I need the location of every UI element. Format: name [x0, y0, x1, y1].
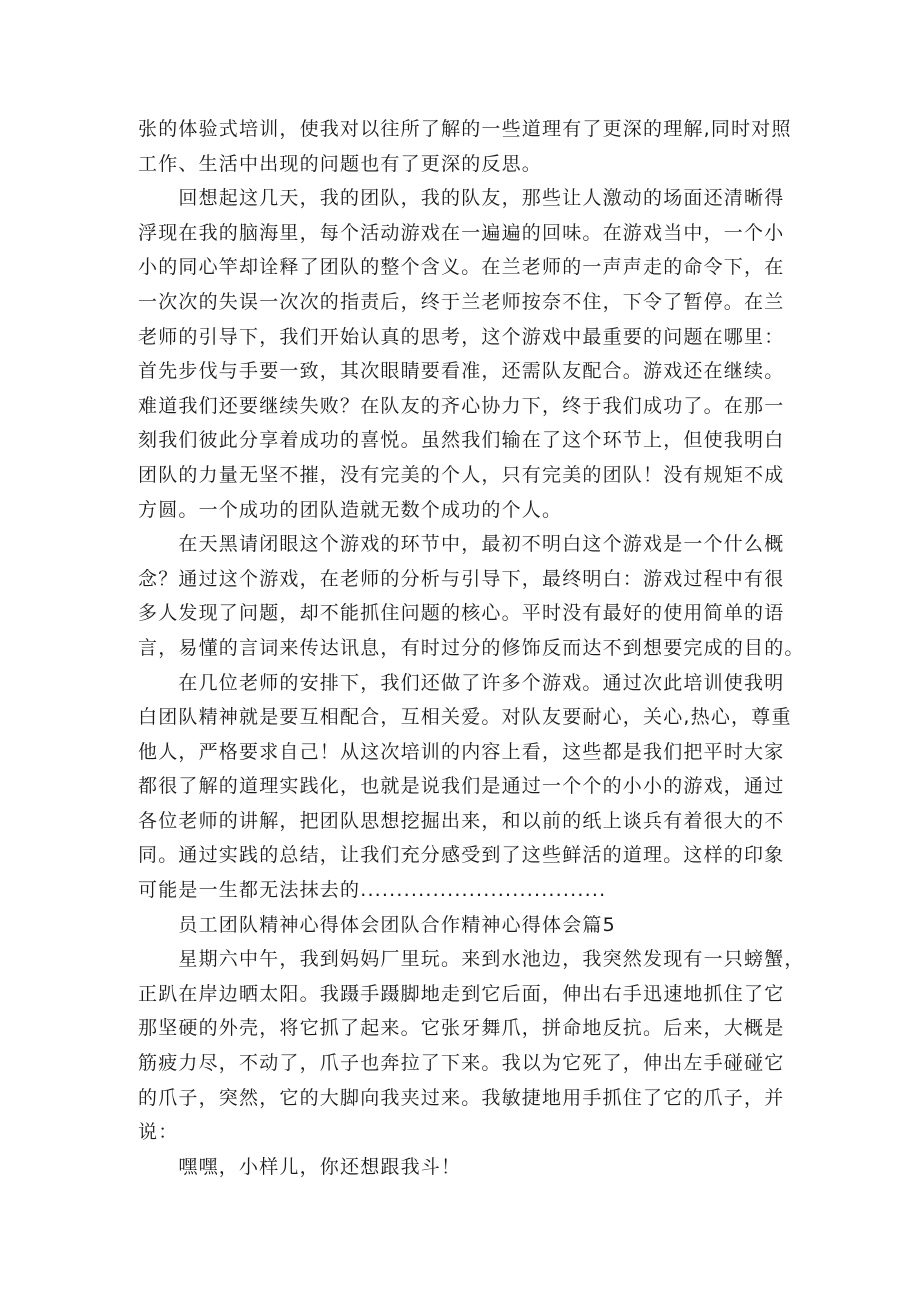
text-line: 多人发现了问题，却不能抓住问题的核心。平时没有最好的使用简单的语	[138, 602, 785, 625]
text-line: 都很了解的道理实践化，也就是说我们是通过一个个的小小的游戏，通过	[138, 775, 785, 798]
text-line: 回想起这几天，我的团队，我的队友，那些让人激动的场面还清晰得	[138, 187, 785, 210]
text-line: 小的同心竿却诠释了团队的整个含义。在兰老师的一声声走的命令下，在	[138, 256, 785, 279]
text-line: 的爪子，突然，它的大脚向我夹过来。我敏捷地用手抓住了它的爪子，并	[138, 1086, 785, 1109]
text-line: 方圆。一个成功的团队造就无数个成功的个人。	[138, 498, 563, 521]
text-line: 星期六中午，我到妈妈厂里玩。来到水池边，我突然发现有一只螃蟹，	[138, 948, 805, 971]
text-line: 老师的引导下，我们开始认真的思考，这个游戏中最重要的问题在哪里：	[138, 325, 785, 348]
text-line: 白团队精神就是要互相配合，互相关爱。对队友要耐心，关心,热心，尊重	[138, 706, 792, 729]
text-line: 首先步伐与手要一致，其次眼睛要看准，还需队友配合。游戏还在继续。	[138, 360, 785, 383]
text-line: 工作、生活中出现的问题也有了更深的反思。	[138, 152, 543, 175]
document-body	[138, 112, 805, 1184]
text-line: 可能是一生都无法抹去的..................................	[138, 879, 607, 902]
text-line: 说：	[138, 1121, 179, 1144]
text-line: 言，易懂的言词来传达讯息，有时过分的修饰反而达不到想要完成的目的。	[138, 636, 805, 659]
section-heading: 员工团队精神心得体会团队合作精神心得体会篇5	[138, 913, 616, 936]
text-line: 浮现在我的脑海里，每个活动游戏在一遍遍的回味。在游戏当中，一个小	[138, 221, 785, 244]
text-line: 念？通过这个游戏，在老师的分析与引导下，最终明白：游戏过程中有很	[138, 567, 785, 590]
text-line: 各位老师的讲解，把团队思想挖掘出来，和以前的纸上谈兵有着很大的不	[138, 809, 785, 832]
text-line: 刻我们彼此分享着成功的喜悦。虽然我们输在了这个环节上，但使我明白	[138, 429, 785, 452]
text-line: 那坚硬的外壳，将它抓了起来。它张牙舞爪，拼命地反抗。后来，大概是	[138, 1017, 785, 1040]
text-line: 正趴在岸边晒太阳。我蹑手蹑脚地走到它后面，伸出右手迅速地抓住了它	[138, 982, 785, 1005]
text-line: 他人，严格要求自己！从这次培训的内容上看，这些都是我们把平时大家	[138, 740, 785, 763]
text-line: 在天黑请闭眼这个游戏的环节中，最初不明白这个游戏是一个什么概	[138, 533, 785, 556]
text-line: 同。通过实践的总结，让我们充分感受到了这些鲜活的道理。这样的印象	[138, 844, 785, 867]
text-line: 团队的力量无坚不摧，没有完美的个人，只有完美的团队！没有规矩不成	[138, 463, 785, 486]
text-line: 难道我们还要继续失败？在队友的齐心协力下，终于我们成功了。在那一	[138, 394, 785, 417]
text-line: 在几位老师的安排下，我们还做了许多个游戏。通过次此培训使我明	[138, 671, 785, 694]
text-line: 张的体验式培训，使我对以往所了解的一些道理有了更深的理解,同时对照	[138, 118, 792, 140]
text-line: 一次次的失误一次次的指责后，终于兰老师按奈不住，下令了暂停。在兰	[138, 290, 785, 313]
text-line: 筋疲力尽，不动了，爪子也奔拉了下来。我以为它死了，伸出左手碰碰它	[138, 1052, 785, 1075]
text-line: 嘿嘿，小样儿，你还想跟我斗！	[138, 1155, 462, 1178]
